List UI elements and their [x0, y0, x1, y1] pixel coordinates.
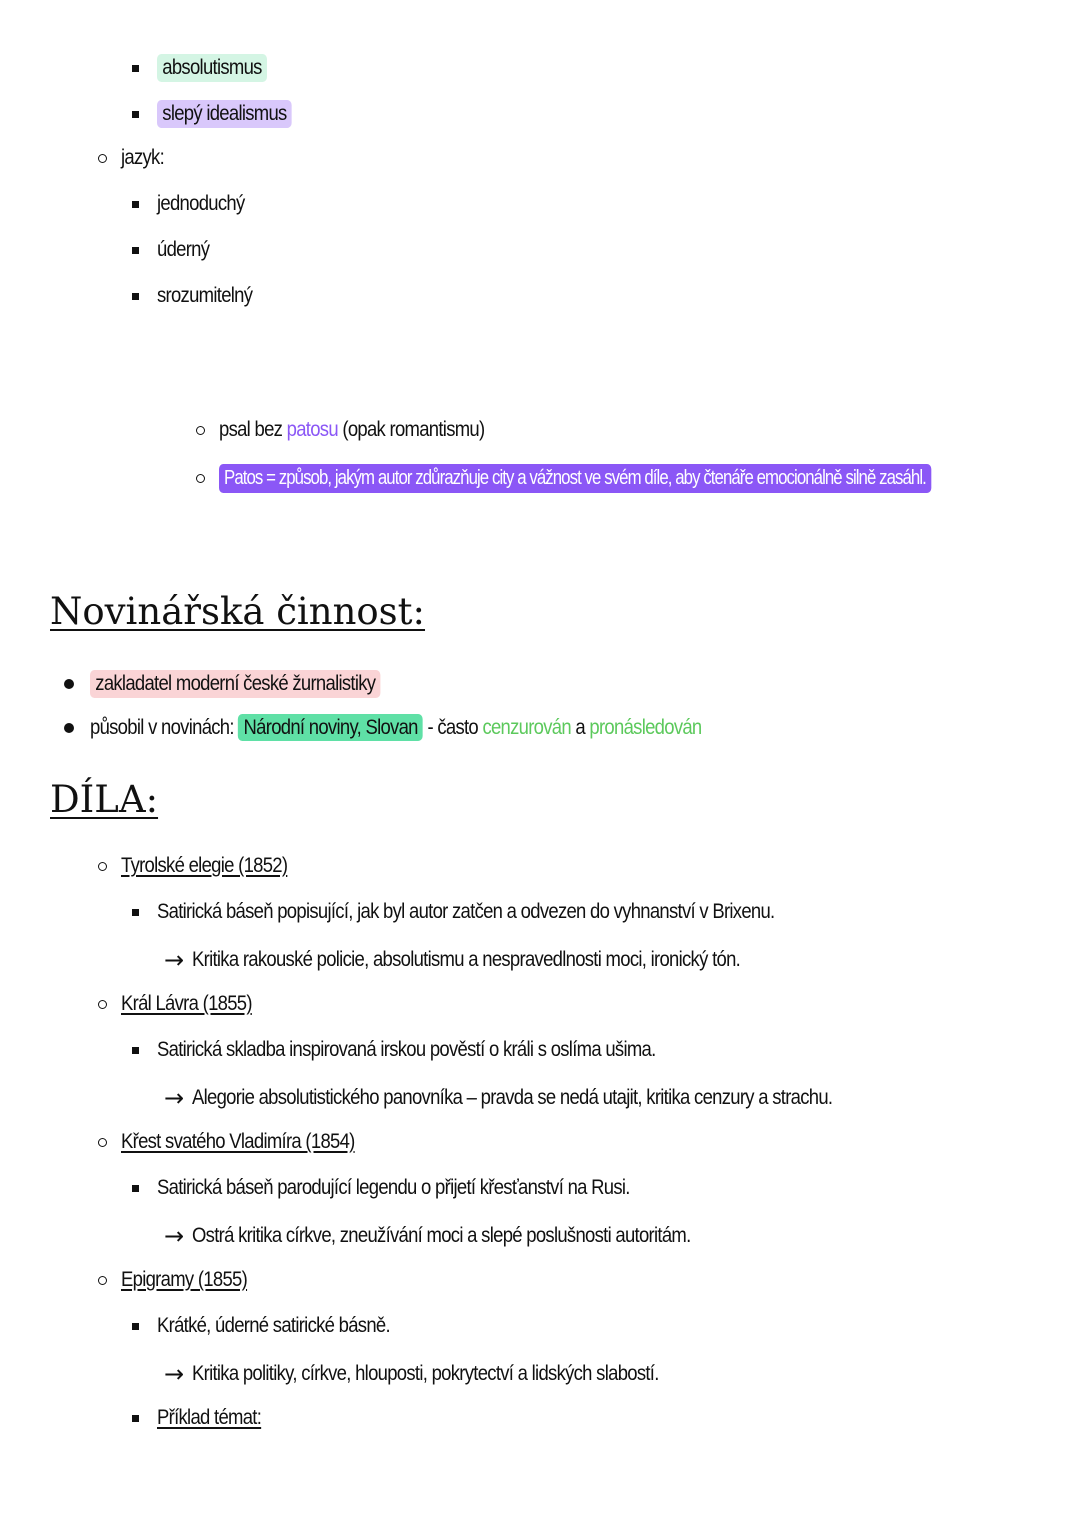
circle-bullet-icon: [98, 1276, 107, 1285]
work-title-item: [98, 1130, 386, 1154]
highlighted-term: absolutismus: [157, 54, 267, 82]
jazyk-label: jazyk:: [121, 146, 165, 169]
patos-line: [219, 418, 484, 442]
work-title-item: [98, 1268, 264, 1292]
circle-bullet-icon: [196, 474, 205, 483]
work-desc-item: [132, 1038, 724, 1062]
work-title: Tyrolské elegie (1852): [121, 854, 288, 877]
patos-definition: Patos = způsob, jakým autor zdůrazňuje city a vážnost ve svém díle, aby čtenáře emocionálně silně zasáhl.: [219, 464, 931, 493]
newspaper-names: Národní noviny, Slovan: [238, 714, 423, 741]
work-title: Křest svatého Vladimíra (1854): [121, 1130, 355, 1153]
list-item: [132, 100, 310, 128]
work-desc-item: [132, 900, 859, 924]
work-desc-item: [132, 1314, 422, 1338]
work-note: [164, 1360, 722, 1388]
square-bullet-icon: [132, 111, 139, 118]
square-bullet-icon: [132, 1047, 139, 1054]
list-item-text: úderný: [157, 238, 210, 261]
work-title: Král Lávra (1855): [121, 992, 252, 1015]
work-note: [164, 1084, 920, 1112]
work-description: Krátké, úderné satirické básně.: [157, 1314, 390, 1337]
square-bullet-icon: [132, 247, 139, 254]
text: působil v novinách:: [90, 716, 234, 739]
dot-bullet-icon: [64, 723, 74, 733]
square-bullet-icon: [132, 1185, 139, 1192]
list-item: [132, 192, 256, 216]
work-note-text: Kritika politiky, církve, hlouposti, pokrytectví a lidských slabostí.: [192, 1362, 659, 1385]
work-note: [164, 946, 815, 974]
arrow-right-icon: →: [164, 1360, 185, 1388]
green-word: pronásledován: [589, 716, 702, 739]
list-item: [196, 418, 521, 442]
square-bullet-icon: [132, 293, 139, 300]
work-note-text: Ostrá kritika církve, zneužívání moci a slepé poslušnosti autoritám.: [192, 1224, 691, 1247]
circle-bullet-icon: [98, 862, 107, 871]
green-word: cenzurován: [482, 716, 571, 739]
text: - často: [427, 716, 478, 739]
arrow-right-icon: →: [164, 1084, 185, 1112]
square-bullet-icon: [132, 201, 139, 208]
dot-bullet-icon: [64, 679, 74, 689]
section-heading: DÍLA:: [50, 778, 159, 821]
circle-bullet-icon: [196, 426, 205, 435]
list-item: [196, 464, 1067, 493]
work-desc-item: [132, 1176, 694, 1200]
text: psal bez: [219, 418, 283, 441]
list-item: [98, 146, 170, 170]
arrow-right-icon: →: [164, 946, 185, 974]
highlighted-term: zakladatel moderní české žurnalistiky: [90, 670, 381, 698]
section-heading: Novinářská činnost:: [50, 590, 426, 633]
circle-bullet-icon: [98, 1138, 107, 1147]
work-description: Satirická báseň parodující legendu o přijetí křesťanství na Rusi.: [157, 1176, 630, 1199]
examples-label: Příklad témat:: [157, 1406, 262, 1429]
list-item: [132, 238, 216, 262]
list-item: [64, 670, 420, 698]
work-title: Epigramy (1855): [121, 1268, 248, 1291]
list-item-text: srozumitelný: [157, 284, 253, 307]
newspaper-line: [90, 716, 702, 740]
work-note-text: Kritika rakouské policie, absolutismu a nespravedlnosti moci, ironický tón.: [192, 948, 741, 971]
work-description: Satirická báseň popisující, jak byl autor zatčen a odvezen do vyhnanství v Brixenu.: [157, 900, 775, 923]
work-note-text: Alegorie absolutistického panovníka – pravda se nedá utajit, kritika cenzury a strachu.: [192, 1086, 833, 1109]
list-item: [132, 54, 282, 82]
list-item: [64, 716, 785, 740]
highlighted-term: slepý idealismus: [157, 100, 292, 128]
circle-bullet-icon: [98, 154, 107, 163]
square-bullet-icon: [132, 65, 139, 72]
work-note: [164, 1222, 759, 1250]
work-title-item: [98, 992, 270, 1016]
work-description: Satirická skladba inspirovaná irskou pověstí o králi s oslíma ušima.: [157, 1038, 656, 1061]
circle-bullet-icon: [98, 1000, 107, 1009]
square-bullet-icon: [132, 909, 139, 916]
text: (opak romantismu): [342, 418, 485, 441]
work-title-item: [98, 854, 310, 878]
arrow-right-icon: →: [164, 1222, 185, 1250]
patos-word: patosu: [286, 418, 338, 441]
work-desc-item: [132, 1406, 275, 1430]
text: a: [575, 716, 585, 739]
square-bullet-icon: [132, 1415, 139, 1422]
list-item: [132, 284, 265, 308]
square-bullet-icon: [132, 1323, 139, 1330]
list-item-text: jednoduchý: [157, 192, 245, 215]
